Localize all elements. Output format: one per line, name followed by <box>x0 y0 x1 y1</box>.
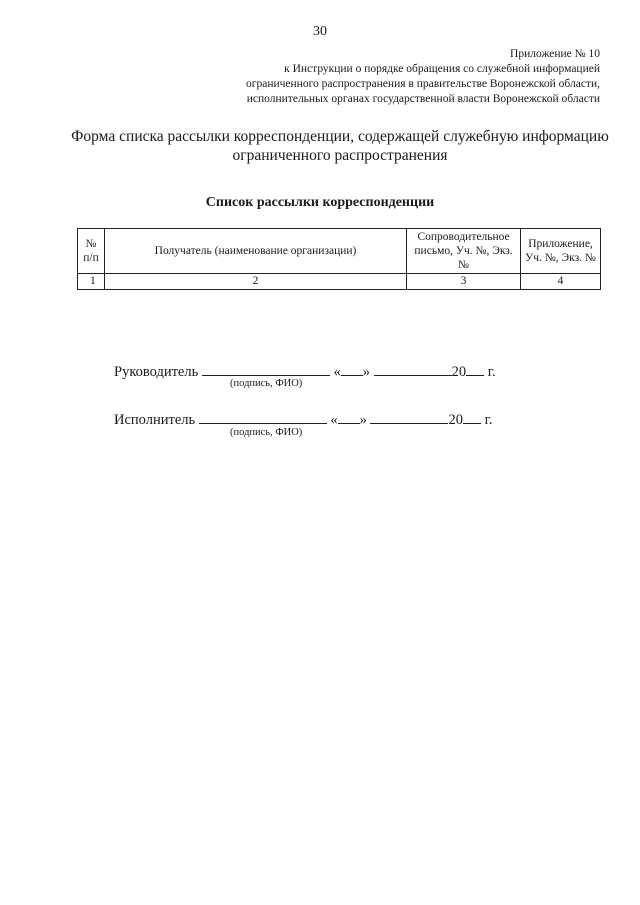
mailing-list-table <box>77 228 601 290</box>
year-blank[interactable] <box>463 410 481 424</box>
signature-role: Руководитель <box>114 364 199 380</box>
year-prefix: 20 <box>451 364 467 380</box>
signature-line-head <box>114 362 496 381</box>
year-prefix: 20 <box>448 412 463 428</box>
month-blank[interactable] <box>370 410 448 424</box>
quote-open: « <box>330 412 338 428</box>
appendix-line-2: к Инструкции о порядке обращения со служебной информацией <box>284 63 600 75</box>
signature-line-executor <box>114 410 493 429</box>
day-blank[interactable] <box>338 410 360 424</box>
column-number-2: 2 <box>104 274 406 290</box>
form-title-line-2: ограниченного распространения <box>232 147 448 164</box>
day-blank[interactable] <box>341 362 363 376</box>
header-recipient: Получатель (наименование организации) <box>104 229 406 274</box>
quote-open: « <box>333 364 341 380</box>
quote-close: » <box>359 412 367 428</box>
page-number: 30 <box>313 24 327 39</box>
quote-close: » <box>362 364 370 380</box>
appendix-line-1: Приложение № 10 <box>510 48 600 60</box>
list-title: Список рассылки корреспонденции <box>205 195 435 210</box>
form-title <box>40 127 640 165</box>
year-blank[interactable] <box>466 362 484 376</box>
header-cover-letter: Сопроводительное письмо, Уч. №, Экз. № <box>407 229 521 274</box>
table-header-row <box>78 229 601 274</box>
column-number-1: 1 <box>78 274 105 290</box>
form-title-line-1: Форма списка рассылки корреспонденции, содержащей служебную информацию <box>71 128 609 145</box>
year-suffix: г. <box>484 412 493 428</box>
signature-blank[interactable] <box>199 410 327 424</box>
month-blank[interactable] <box>374 362 452 376</box>
signature-hint: (подпись, ФИО) <box>230 378 303 389</box>
signature-blank[interactable] <box>202 362 330 376</box>
appendix-reference <box>246 47 600 107</box>
table-row <box>78 274 601 290</box>
year-suffix: г. <box>487 364 496 380</box>
header-attachment: Приложение, Уч. №, Экз. № <box>521 229 601 274</box>
signature-hint: (подпись, ФИО) <box>230 427 303 438</box>
column-number-3: 3 <box>407 274 521 290</box>
header-number: № п/п <box>78 229 105 274</box>
column-number-4: 4 <box>521 274 601 290</box>
signature-role: Исполнитель <box>114 412 196 428</box>
appendix-line-4: исполнительных органах государственной власти Воронежской области <box>246 93 600 105</box>
appendix-line-3: ограниченного распространения в правительстве Воронежской области, <box>246 78 600 90</box>
